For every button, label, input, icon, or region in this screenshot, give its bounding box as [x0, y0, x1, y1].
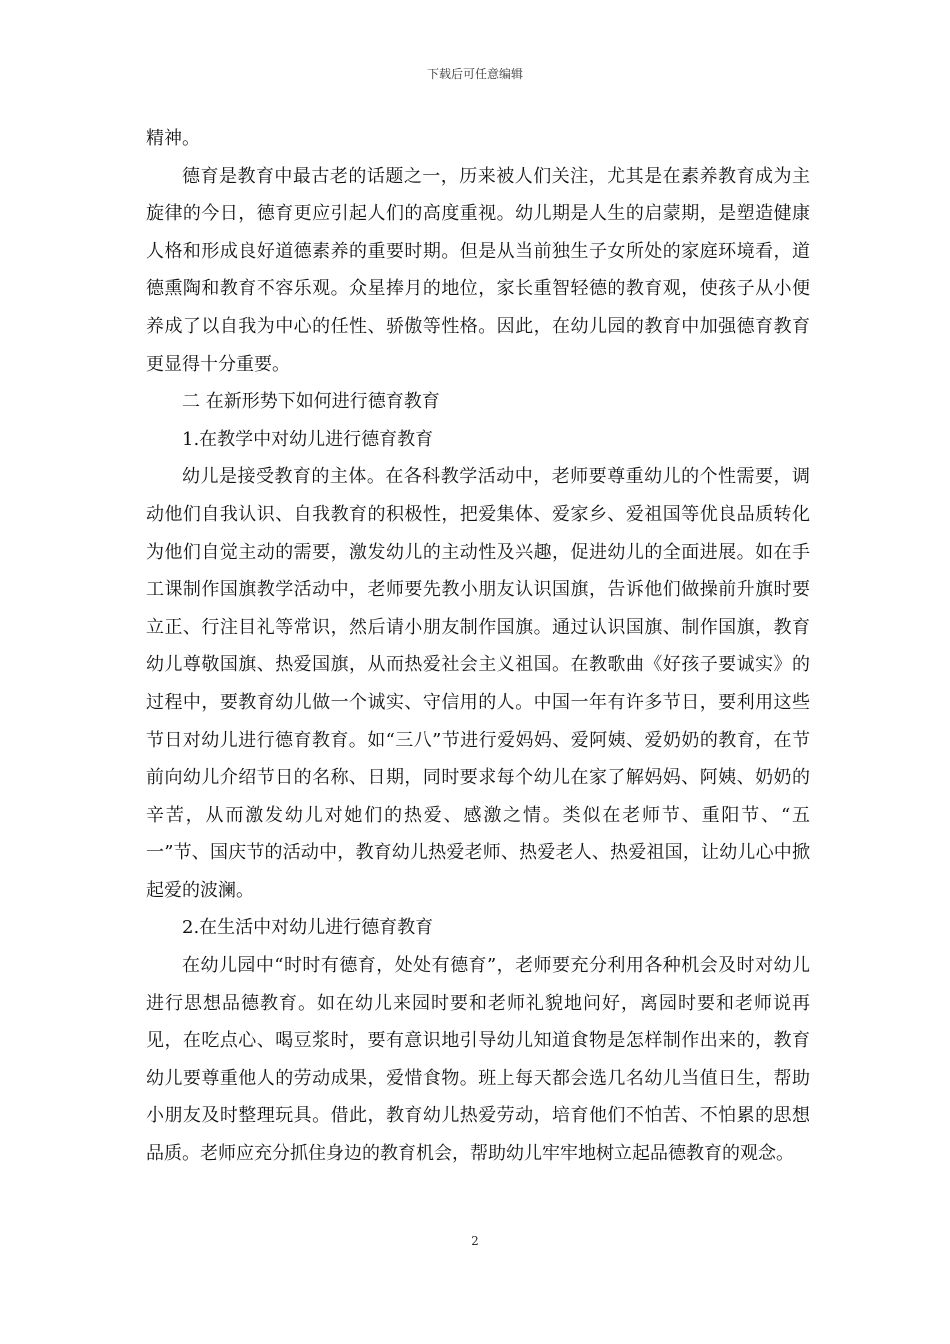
paragraph-continuation: 精神。 — [146, 128, 200, 149]
paragraph-daily-life: 在幼儿园中“时时有德育，处处有德育”，老师要充分利用各种机会及时对幼儿进行思想品德教育。如在幼儿来园时要和老师礼貌地问好，离园时要和老师说再见，在吃点心、喝豆浆时，要有意识地引导幼儿知道食物是怎样制作出来的，教育幼儿要尊重他人的劳动成果，爱惜食物。班上每天都会选几名幼儿当值日生，帮助小朋友及时整理玩具。借此，教育幼儿热爱劳动，培育他们不怕苦、不怕累的思想品质。老师应充分抓住身边的教育机会，帮助幼儿牢牢地树立起品德教育的观念。 — [146, 955, 810, 1165]
page-number: 2 — [471, 1234, 479, 1248]
section-heading-2: 二 在新形势下如何进行德育教育 — [182, 391, 440, 413]
subsection-heading-2: 2.在生活中对幼儿进行德育教育 — [182, 917, 434, 939]
paragraph-moral-education-intro: 德育是教育中最古老的话题之一，历来被人们关注，尤其是在素养教育成为主旋律的今日，德育更应引起人们的高度重视。幼儿期是人生的启蒙期，是塑造健康人格和形成良好道德素养的重要时期。但是从当前独生子女所处的家庭环境看，道德熏陶和教育不容乐观。众星捧月的地位，家长重智轻德的教育观，使孩子从小便养成了以自我为中心的任性、骄傲等性格。因此，在幼儿园的教育中加强德育教育更显得十分重要。 — [146, 165, 810, 375]
paragraph-teaching: 幼儿是接受教育的主体。在各科教学活动中，老师要尊重幼儿的个性需要，调动他们自我认识、自我教育的积极性，把爱集体、爱家乡、爱祖国等优良品质转化为他们自觉主动的需要，激发幼儿的主动性及兴趣，促进幼儿的全面进展。如在手工课制作国旗教学活动中，老师要先教小朋友认识国旗，告诉他们做操前升旗时要立正、行注目礼等常识，然后请小朋友制作国旗。通过认识国旗、制作国旗，教育幼儿尊敬国旗、热爱国旗，从而热爱社会主义祖国。在教歌曲《好孩子要诚实》的过程中，要教育幼儿做一个诚实、守信用的人。中国一年有许多节日，要利用这些节日对幼儿进行德育教育。如“三八”节进行爱妈妈、爱阿姨、爱奶奶的教育，在节前向幼儿介绍节日的名称、日期，同时要求每个幼儿在家了解妈妈、阿姨、奶奶的辛苦，从而激发幼儿对她们的热爱、感激之情。类似在老师节、重阳节、“五一”节、国庆节的活动中，教育幼儿热爱老师、热爱老人、热爱祖国，让幼儿心中掀起爱的波澜。 — [146, 466, 810, 901]
document-body — [146, 120, 810, 1173]
page-header: 下载后可任意编辑 — [426, 67, 523, 81]
subsection-heading-1: 1.在教学中对幼儿进行德育教育 — [182, 428, 434, 450]
